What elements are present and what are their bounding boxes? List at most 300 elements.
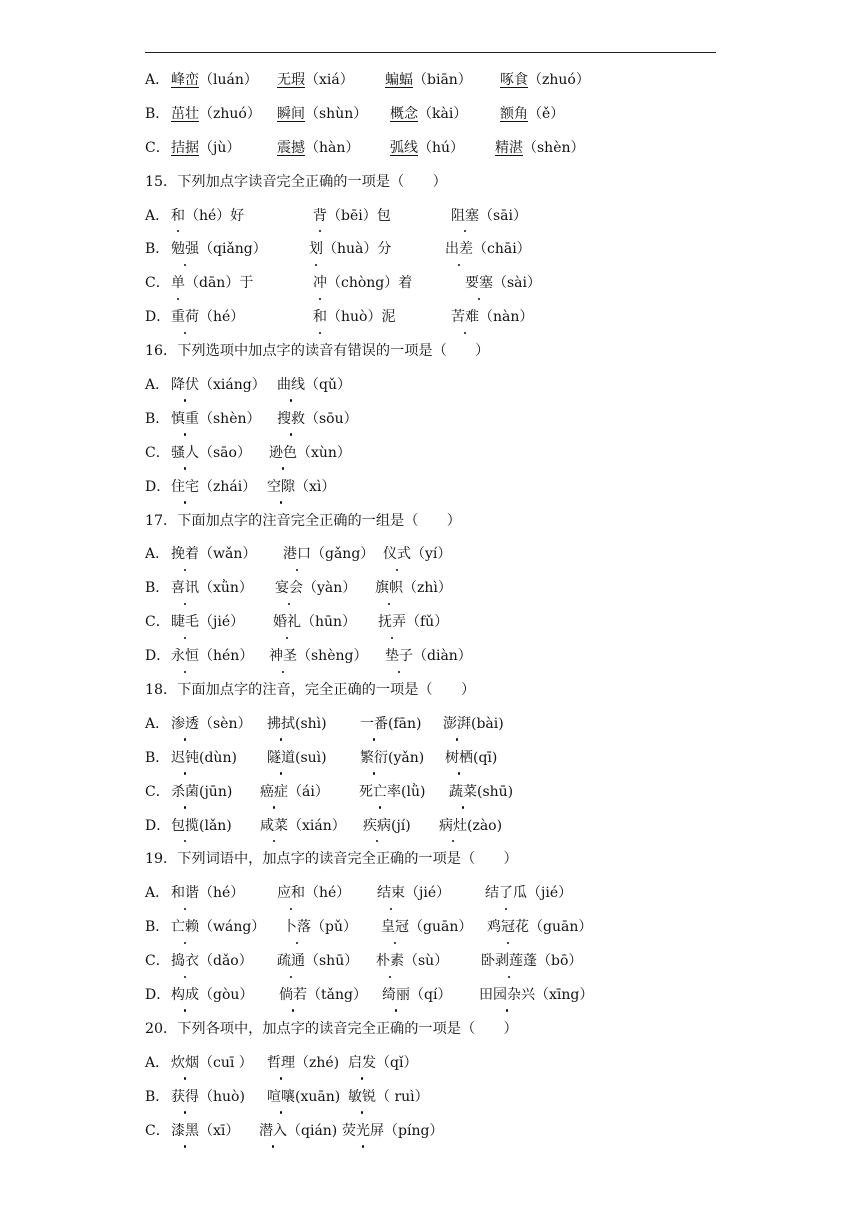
pinyin-reading: （gòu） [199, 987, 254, 1004]
option-item [171, 471, 256, 505]
pinyin-reading: （sāo） [199, 444, 251, 461]
dotted-word: 结了瓜 [485, 877, 527, 911]
option-item [269, 437, 351, 471]
option-item [267, 1081, 340, 1115]
dotted-word: 漆黑 [171, 1115, 199, 1149]
option-item [171, 200, 244, 234]
option-item [171, 640, 253, 674]
pinyin-reading: （nàn） [479, 309, 534, 326]
dotted-word: 冲 [313, 267, 327, 301]
option-item [500, 64, 590, 98]
option-item [273, 606, 356, 640]
pinyin-reading: (jūn) [199, 783, 233, 800]
underlined-word: 震撼 [277, 139, 305, 156]
pinyin-reading: (yǎn) [388, 749, 425, 766]
option-item [275, 572, 356, 606]
pinyin-reading: （jié） [405, 885, 451, 902]
option-label: B． [145, 105, 170, 122]
option-item [500, 98, 564, 132]
dotted-word: 杀菌 [171, 776, 199, 810]
dotted-word: 结束 [377, 877, 405, 911]
option-label: A． [145, 715, 170, 732]
pinyin-reading: （hé） [305, 885, 351, 902]
answer-option [145, 979, 745, 1013]
option-item [259, 1115, 337, 1149]
dotted-word: 港口 [283, 538, 311, 572]
option-item [267, 471, 335, 505]
dotted-word: 卧剥莲蓬 [481, 945, 537, 979]
pinyin-reading: （qiǎng） [199, 241, 267, 258]
answer-option [145, 1115, 745, 1149]
pinyin-reading: （ái） [288, 783, 329, 800]
option-item [267, 708, 327, 742]
dotted-word: 划 [309, 233, 323, 267]
pinyin-reading: （ě） [528, 105, 565, 122]
pinyin-reading: （shèn） [523, 139, 585, 156]
pinyin-reading: （bō） [537, 953, 583, 970]
option-item [277, 945, 358, 979]
option-item [359, 776, 425, 810]
option-label: C． [145, 783, 170, 800]
option-label: A． [145, 377, 170, 393]
underlined-word: 啄食 [500, 71, 528, 88]
question-stem: 17．下面加点字的注音完全正确的一组是（ ） [145, 512, 461, 529]
option-label: C． [145, 139, 170, 156]
option-item [309, 233, 391, 267]
question-stem: 18．下面加点字的注音，完全正确的一项是（ ） [145, 682, 476, 699]
option-item [171, 1047, 253, 1081]
option-label: C． [145, 953, 170, 970]
dotted-word: 曲线 [277, 369, 305, 403]
pinyin-reading: （luán） [199, 71, 258, 88]
pinyin-reading: （hú） [418, 139, 465, 156]
option-label: C． [145, 614, 170, 631]
underlined-word: 拮据 [171, 139, 199, 156]
dotted-word: 敏锐 [348, 1081, 376, 1115]
option-item [451, 301, 533, 335]
dotted-word: 田园杂兴 [479, 979, 535, 1013]
pinyin-reading: （dān）于 [185, 275, 254, 292]
option-item [385, 640, 472, 674]
option-label: D． [145, 987, 171, 1004]
answer-option [145, 200, 745, 234]
question-stem: 15．下列加点字读音完全正确的一项是（ ） [145, 173, 447, 190]
dotted-word: 搜救 [277, 403, 305, 437]
pinyin-reading: （ ruì） [376, 1088, 429, 1105]
pinyin-reading: （sèn） [199, 715, 252, 732]
pinyin-reading: （sù） [404, 953, 449, 970]
pinyin-reading: （jié） [199, 614, 245, 631]
option-item [348, 1047, 417, 1081]
pinyin-reading: （guān） [409, 919, 473, 936]
option-label: A． [145, 71, 170, 88]
pinyin-reading: （yí） [411, 546, 452, 563]
option-item [449, 776, 513, 810]
dotted-word: 哲理 [267, 1047, 295, 1081]
option-item [171, 538, 256, 572]
option-item [171, 979, 253, 1013]
dotted-word: 仪式 [383, 538, 411, 572]
pinyin-reading: （xīng） [535, 987, 594, 1004]
pinyin-reading: （wáng） [199, 919, 266, 936]
pinyin-reading: （qǔ） [305, 377, 351, 393]
pinyin-reading: (dùn) [199, 749, 237, 766]
pinyin-reading: （bēi）包 [327, 207, 391, 224]
pinyin-reading: （wǎn） [199, 546, 257, 563]
option-item [260, 776, 329, 810]
dotted-word: 宴会 [275, 572, 303, 606]
dotted-word: 包揽 [171, 810, 199, 844]
option-item [382, 979, 451, 1013]
option-item [485, 877, 572, 911]
dotted-word: 垫子 [385, 640, 413, 674]
dotted-word: 逊色 [269, 437, 297, 471]
pinyin-reading: (suì) [295, 749, 327, 766]
pinyin-reading: （zhuó） [199, 105, 261, 122]
answer-option [145, 911, 745, 945]
option-item [443, 708, 504, 742]
dotted-word: 癌症 [260, 776, 288, 810]
option-label: B． [145, 749, 170, 766]
option-item [171, 301, 244, 335]
dotted-word: 要塞 [465, 267, 493, 301]
pinyin-reading: (xuān) [295, 1088, 341, 1105]
pinyin-reading: （dǎo） [199, 953, 253, 970]
option-item [445, 233, 531, 267]
question-stem: 20．下列各项中，加点字的读音完全正确的一项是（ ） [145, 1020, 518, 1037]
pinyin-reading: （jù） [199, 139, 241, 156]
pinyin-reading: （kài） [418, 105, 468, 122]
pinyin-reading: （píng） [384, 1122, 444, 1139]
dotted-word: 构成 [171, 979, 199, 1013]
dotted-word: 咸菜 [260, 810, 288, 844]
dotted-word: 背 [313, 200, 327, 234]
option-item [445, 742, 497, 776]
option-item [342, 1115, 443, 1149]
answer-option [145, 1081, 745, 1115]
dotted-word: 和 [171, 200, 185, 234]
dotted-word: 慎重 [171, 403, 199, 437]
pinyin-reading: （chòng）着 [327, 275, 413, 292]
option-item [171, 403, 261, 437]
option-item [383, 538, 451, 572]
option-label: A． [145, 1054, 170, 1071]
answer-option [145, 132, 745, 166]
dotted-word: 潜入 [259, 1115, 287, 1149]
option-item [171, 776, 232, 810]
dotted-word: 繁衍 [360, 742, 388, 776]
answer-option [145, 403, 745, 437]
option-label: D． [145, 478, 171, 495]
pinyin-reading: （shèng） [297, 648, 368, 665]
option-label: A． [145, 546, 170, 563]
option-label: B． [145, 580, 170, 597]
dotted-word: 睫毛 [171, 606, 199, 640]
dotted-word: 和 [313, 301, 327, 335]
pinyin-reading: （biān） [413, 71, 472, 88]
option-item [171, 233, 267, 267]
answer-option [145, 945, 745, 979]
option-label: B． [145, 410, 170, 427]
pinyin-reading: （yàn） [303, 580, 357, 597]
option-item [381, 911, 472, 945]
option-item [283, 538, 374, 572]
option-item [277, 64, 354, 98]
dotted-word: 疾病 [363, 810, 391, 844]
answer-option [145, 267, 745, 301]
pinyin-reading: （huò）泥 [327, 309, 396, 326]
pinyin-reading: （zhé) [295, 1054, 340, 1071]
question-stem: 16．下列选项中加点字的读音有错误的一项是（ ） [145, 343, 490, 360]
pinyin-reading: （qián) [287, 1122, 338, 1139]
dotted-word: 挽着 [171, 538, 199, 572]
dotted-word: 蔬菜 [449, 776, 477, 810]
option-item [260, 810, 346, 844]
dotted-word: 病灶 [439, 810, 467, 844]
underlined-word: 蝙蝠 [385, 71, 413, 88]
answer-option [145, 64, 745, 98]
option-item [171, 132, 240, 166]
option-item [277, 403, 358, 437]
option-label: D． [145, 817, 171, 834]
option-item [171, 911, 265, 945]
option-label: B． [145, 241, 170, 258]
answer-option [145, 606, 745, 640]
dotted-word: 渗透 [171, 708, 199, 742]
pinyin-reading: （shèn） [199, 410, 261, 427]
pinyin-reading: （fǔ） [406, 614, 449, 631]
option-item [171, 64, 258, 98]
pinyin-reading: (shū) [477, 783, 514, 800]
dotted-word: 喧嚷 [267, 1081, 295, 1115]
option-item [481, 945, 582, 979]
option-item [277, 132, 359, 166]
dotted-word: 抚弄 [378, 606, 406, 640]
dotted-word: 获得 [171, 1081, 199, 1115]
option-item [313, 301, 395, 335]
option-item [378, 606, 448, 640]
dotted-word: 鸡冠花 [487, 911, 529, 945]
pinyin-reading: （shùn） [305, 105, 368, 122]
header-rule [145, 52, 716, 53]
dotted-word: 住宅 [171, 471, 199, 505]
question-stem: 19．下列词语中，加点字的读音完全正确的一项是（ ） [145, 851, 518, 868]
option-label: C． [145, 1122, 170, 1139]
pinyin-reading: （huà）分 [323, 241, 392, 258]
pinyin-reading: （guān） [529, 919, 593, 936]
underlined-word: 茁壮 [171, 105, 199, 122]
option-item [390, 98, 467, 132]
dotted-word: 疏通 [277, 945, 305, 979]
dotted-word: 朴素 [376, 945, 404, 979]
answer-option [145, 877, 745, 911]
underlined-word: 精湛 [495, 139, 523, 156]
option-item [171, 572, 253, 606]
pinyin-reading: （huò) [199, 1088, 245, 1105]
option-item [487, 911, 592, 945]
dotted-word: 苦难 [451, 301, 479, 335]
dotted-word: 和谐 [171, 877, 199, 911]
underlined-word: 峰峦 [171, 71, 199, 88]
pinyin-reading: （zhái） [199, 478, 257, 495]
dotted-word: 一番 [360, 708, 388, 742]
pinyin-reading: (lǜ) [401, 783, 426, 800]
pinyin-reading: （shū） [305, 953, 359, 970]
option-item [495, 132, 585, 166]
dotted-word: 喜讯 [171, 572, 199, 606]
dotted-word: 亡赖 [171, 911, 199, 945]
option-label: C． [145, 444, 170, 461]
option-item [171, 1115, 239, 1149]
option-item [277, 98, 367, 132]
pinyin-reading: （hé）好 [185, 207, 245, 224]
pinyin-reading: （hé） [199, 885, 245, 902]
answer-option [145, 776, 745, 810]
dotted-word: 捣衣 [171, 945, 199, 979]
pinyin-reading: (lǎn) [199, 817, 232, 834]
pinyin-reading: （pǔ） [311, 919, 357, 936]
dotted-word: 降伏 [171, 369, 199, 403]
dotted-word: 旗帜 [375, 572, 403, 606]
pinyin-reading: （jié） [527, 885, 573, 902]
option-item [376, 945, 448, 979]
dotted-word: 永恒 [171, 640, 199, 674]
pinyin-reading: （tǎng） [307, 987, 367, 1004]
answer-option [145, 437, 745, 471]
pinyin-reading: （sāi） [479, 207, 528, 224]
pinyin-reading: （xiá） [305, 71, 354, 88]
option-item [267, 1047, 339, 1081]
pinyin-reading: (qī) [473, 749, 498, 766]
pinyin-reading: （sōu） [305, 410, 358, 427]
pinyin-reading: (jí) [391, 817, 411, 834]
dotted-word: 空隙 [267, 471, 295, 505]
option-label: B． [145, 919, 170, 936]
dotted-word: 隧道 [267, 742, 295, 776]
answer-option [145, 301, 745, 335]
dotted-word: 炊烟 [171, 1047, 199, 1081]
pinyin-reading: （xǜn） [199, 580, 253, 597]
pinyin-reading: （gǎng） [311, 546, 375, 563]
option-item [479, 979, 593, 1013]
option-item [171, 708, 252, 742]
exam-page [145, 64, 745, 1149]
dotted-word: 出差 [445, 233, 473, 267]
dotted-word: 骚人 [171, 437, 199, 471]
option-item [171, 1081, 245, 1115]
option-label: A． [145, 885, 170, 902]
dotted-word: 绮丽 [382, 979, 410, 1013]
option-label: D． [145, 309, 171, 326]
option-item [277, 877, 350, 911]
option-item [171, 98, 261, 132]
option-label: B． [145, 1088, 170, 1105]
option-item [277, 369, 351, 403]
option-item [269, 640, 367, 674]
pinyin-reading: (fān) [388, 715, 422, 732]
dotted-word: 澎湃 [443, 708, 471, 742]
pinyin-reading: （hé） [199, 309, 245, 326]
underlined-word: 无瑕 [277, 71, 305, 88]
option-item [360, 742, 424, 776]
underlined-word: 弧线 [390, 139, 418, 156]
option-item [348, 1081, 429, 1115]
pinyin-reading: （zhuó） [528, 71, 590, 88]
dotted-word: 卜落 [283, 911, 311, 945]
option-item [283, 911, 357, 945]
option-item [465, 267, 541, 301]
dotted-word: 拂拭 [267, 708, 295, 742]
dotted-word: 勉强 [171, 233, 199, 267]
answer-option [145, 572, 745, 606]
option-item [363, 810, 411, 844]
pinyin-reading: （hén） [199, 648, 254, 665]
option-label: A． [145, 207, 170, 224]
pinyin-reading: (bài) [471, 715, 504, 732]
answer-option [145, 708, 745, 742]
answer-option [145, 233, 745, 267]
option-label: D． [145, 648, 171, 665]
option-item [360, 708, 421, 742]
option-item [375, 572, 452, 606]
underlined-word: 额角 [500, 105, 528, 122]
dotted-word: 启发 [348, 1047, 376, 1081]
option-item [385, 64, 472, 98]
answer-option [145, 369, 745, 403]
pinyin-reading: （hūn） [301, 614, 357, 631]
pinyin-reading: （chāi） [473, 241, 531, 258]
pinyin-reading: (shì) [295, 715, 327, 732]
option-item [439, 810, 502, 844]
option-item [171, 877, 244, 911]
dotted-word: 皇冠 [381, 911, 409, 945]
answer-option [145, 1047, 745, 1081]
option-item [313, 200, 391, 234]
dotted-word: 倘若 [279, 979, 307, 1013]
answer-option [145, 742, 745, 776]
dotted-word: 树栖 [445, 742, 473, 776]
dotted-word: 婚礼 [273, 606, 301, 640]
option-item [171, 606, 244, 640]
option-item [451, 200, 527, 234]
dotted-word: 应和 [277, 877, 305, 911]
option-item [279, 979, 367, 1013]
pinyin-reading: （sài） [493, 275, 542, 292]
pinyin-reading: （zhì） [403, 580, 452, 597]
pinyin-reading: （cuī ） [199, 1054, 253, 1071]
dotted-word: 单 [171, 267, 185, 301]
option-item [171, 267, 253, 301]
option-label: C． [145, 275, 170, 292]
pinyin-reading: (zào) [467, 817, 503, 834]
option-item [377, 877, 450, 911]
option-item [267, 742, 327, 776]
pinyin-reading: （qǐ） [376, 1054, 418, 1071]
pinyin-reading: （xī） [199, 1122, 240, 1139]
dotted-word: 神圣 [269, 640, 297, 674]
answer-option [145, 471, 745, 505]
option-item [171, 369, 266, 403]
dotted-word: 死亡率 [359, 776, 401, 810]
dotted-word: 荧光屏 [342, 1115, 384, 1149]
answer-option [145, 810, 745, 844]
pinyin-reading: （xùn） [297, 444, 351, 461]
dotted-word: 迟钝 [171, 742, 199, 776]
option-item [390, 132, 464, 166]
dotted-word: 阻塞 [451, 200, 479, 234]
answer-option [145, 640, 745, 674]
underlined-word: 瞬间 [277, 105, 305, 122]
